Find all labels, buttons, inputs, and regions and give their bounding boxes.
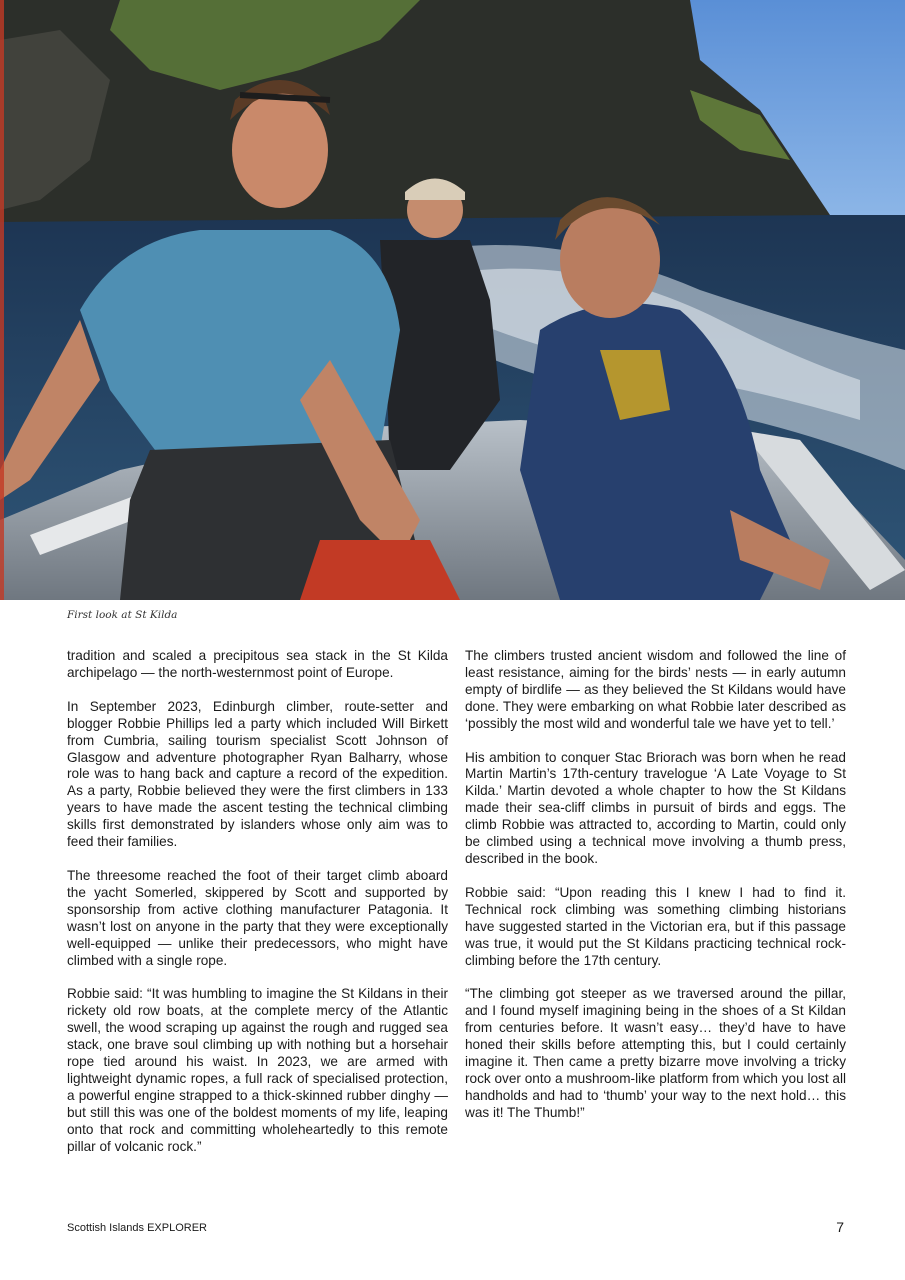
publication-name: Scottish Islands EXPLORER [67,1222,208,1234]
article-column-right [465,648,846,1139]
paragraph: The threesome reached the foot of their target climb aboard the yacht Somerled, skippered by Scott and supported by sponsorship from active clothing manufacturer Patagonia. It wasn’t lost on anyone in the party that they were exceptionally well-equipped — unlike their predecessors, who might have climbed with a single rope. [67,867,448,968]
paragraph: tradition and scaled a precipitous sea stack in the St Kilda archipelago — the north-westernmost point of Europe. [67,648,448,680]
page-number: 7 [836,1219,844,1235]
paragraph: Robbie said: “It was humbling to imagine the St Kildans in their rickety old row boats, at the complete mercy of the Atlantic swell, the wood scraping up against the rough and rugged sea stack, one brave soul climbing up with nothing but a horsehair rope tied around his waist. In 2023, we are armed with lightweight dynamic ropes, a full rack of specialised protection, a powerful engine strapped to a thick-skinned rubber dinghy — but still this was one of the boldest moments of my life, leaping onto that rock and committing wholeheartedly to this remote pillar of volcanic rock.” [67,986,448,1154]
paragraph: “The climbing got steeper as we traversed around the pillar, and I found myself imagining being in the shoes of a St Kildan from centuries before. It wasn’t easy… they’d have to have honed their skills before attempting this, but I could certainly imagine it. Then came a pretty bizarre move involving a tricky rock over onto a mushroom-like platform from which you lost all handholds and had to ‘thumb’ your way to the next hold… this was it! The Thumb!” [465,986,846,1120]
paragraph: In September 2023, Edinburgh climber, route-setter and blogger Robbie Phillips led a party which included Will Birkett from Cumbria, sailing tourism specialist Scott Johnson of Glasgow and adventure photographer Ryan Balharry, whose role was to hang back and capture a record of the expedition. As a party, Robbie believed they were the first climbers in 133 years to have made the ascent testing the technical climbing skills first demonstrated by islanders whose only aim was to feed their families. [67,698,448,850]
paragraph: The climbers trusted ancient wisdom and followed the line of least resistance, aiming for the birds’ nests — in early autumn empty of birdlife — as they believed the St Kildans would have done. They were embarking on what Robbie later described as ‘possibly the most wild and wonderful tale we have yet to tell.’ [465,648,846,731]
paragraph: Robbie said: “Upon reading this I knew I had to find it. Technical rock climbing was something climbing historians have suggested started in the Victorian era, but if this passage was true, it would put the St Kildans practicing technical rock-climbing before the 17th century. [465,884,846,968]
hero-photo [0,0,905,600]
person-left-head [232,92,328,208]
photo-illustration [0,0,905,600]
article-column-left [67,648,448,1172]
photo-caption: First look at St Kilda [67,609,178,621]
paragraph: His ambition to conquer Stac Briorach was born when he read Martin Martin’s 17th-century travelogue ‘A Late Voyage to St Kilda.’ Martin devoted a whole chapter to how the St Kildans made their sea-cliff climbs in pursuit of birds and eggs. The climb Robbie was attracted to, according to Martin, could only be climbed using a technical move involving a thumb press, described in the book. [465,749,846,866]
